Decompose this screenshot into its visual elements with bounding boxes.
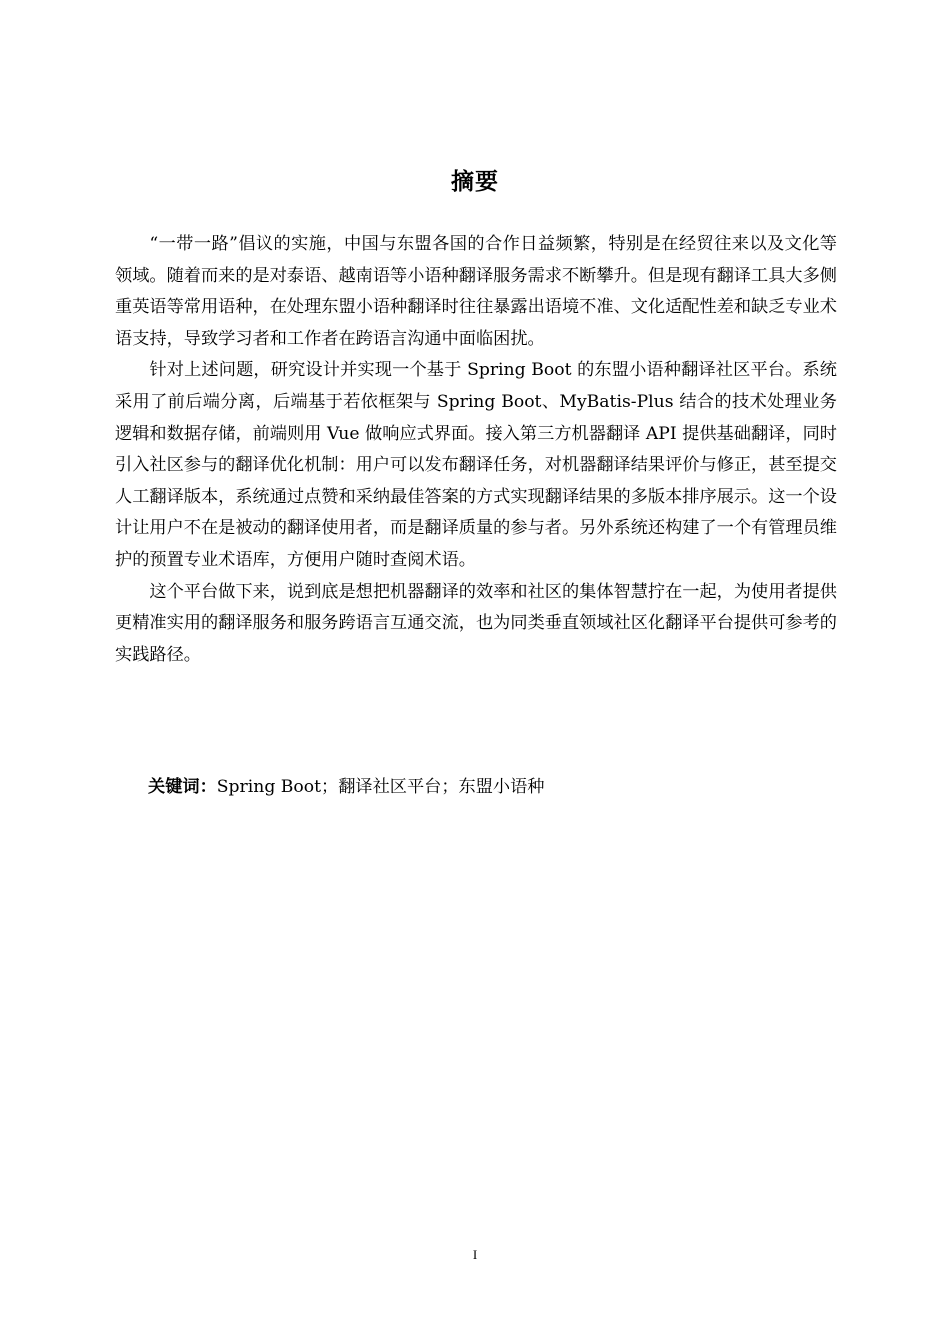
abstract-paragraph-1: “一带一路”倡议的实施，中国与东盟各国的合作日益频繁，特别是在经贸往来以及文化等领域。随着而来的是对泰语、越南语等小语种翻译服务需求不断攀升。但是现有翻译工具大多侧重英语等常用语种，在处理东盟小语种翻译时往往暴露出语境不准、文化适配性差和缺乏专业术语支持，导致学习者和工作者在跨语言沟通中面临困扰。: [115, 234, 837, 349]
keywords-line: [148, 771, 838, 803]
abstract-paragraph-2: 针对上述问题，研究设计并实现一个基于 Spring Boot 的东盟小语种翻译社区平台。系统采用了前后端分离，后端基于若依框架与 Spring Boot、MyBatis-Plus 结合的技术处理业务逻辑和数据存储，前端则用 Vue 做响应式界面。接入第三方机器翻译 API 提供基础翻译，同时引入社区参与的翻译优化机制：用户可以发布翻译任务，对机器翻译结果评价与修正，甚至提交人工翻译版本，系统通过点赞和采纳最佳答案的方式实现翻译结果的多版本排序展示。这一个设计让用户不在是被动的翻译使用者，而是翻译质量的参与者。另外系统还构建了一个有管理员维护的预置专业术语库，方便用户随时查阅术语。: [115, 360, 837, 570]
abstract-body: [115, 229, 837, 671]
keywords-text: Spring Boot；翻译社区平台；东盟小语种: [216, 777, 545, 797]
abstract-title: 摘要: [451, 169, 499, 195]
page-number: I: [472, 1247, 478, 1262]
keywords-label: 关键词：: [148, 777, 217, 797]
abstract-paragraph-3: 这个平台做下来，说到底是想把机器翻译的效率和社区的集体智慧拧在一起，为使用者提供更精准实用的翻译服务和服务跨语言互通交流，也为同类垂直领域社区化翻译平台提供可参考的实践路径。: [115, 581, 837, 665]
